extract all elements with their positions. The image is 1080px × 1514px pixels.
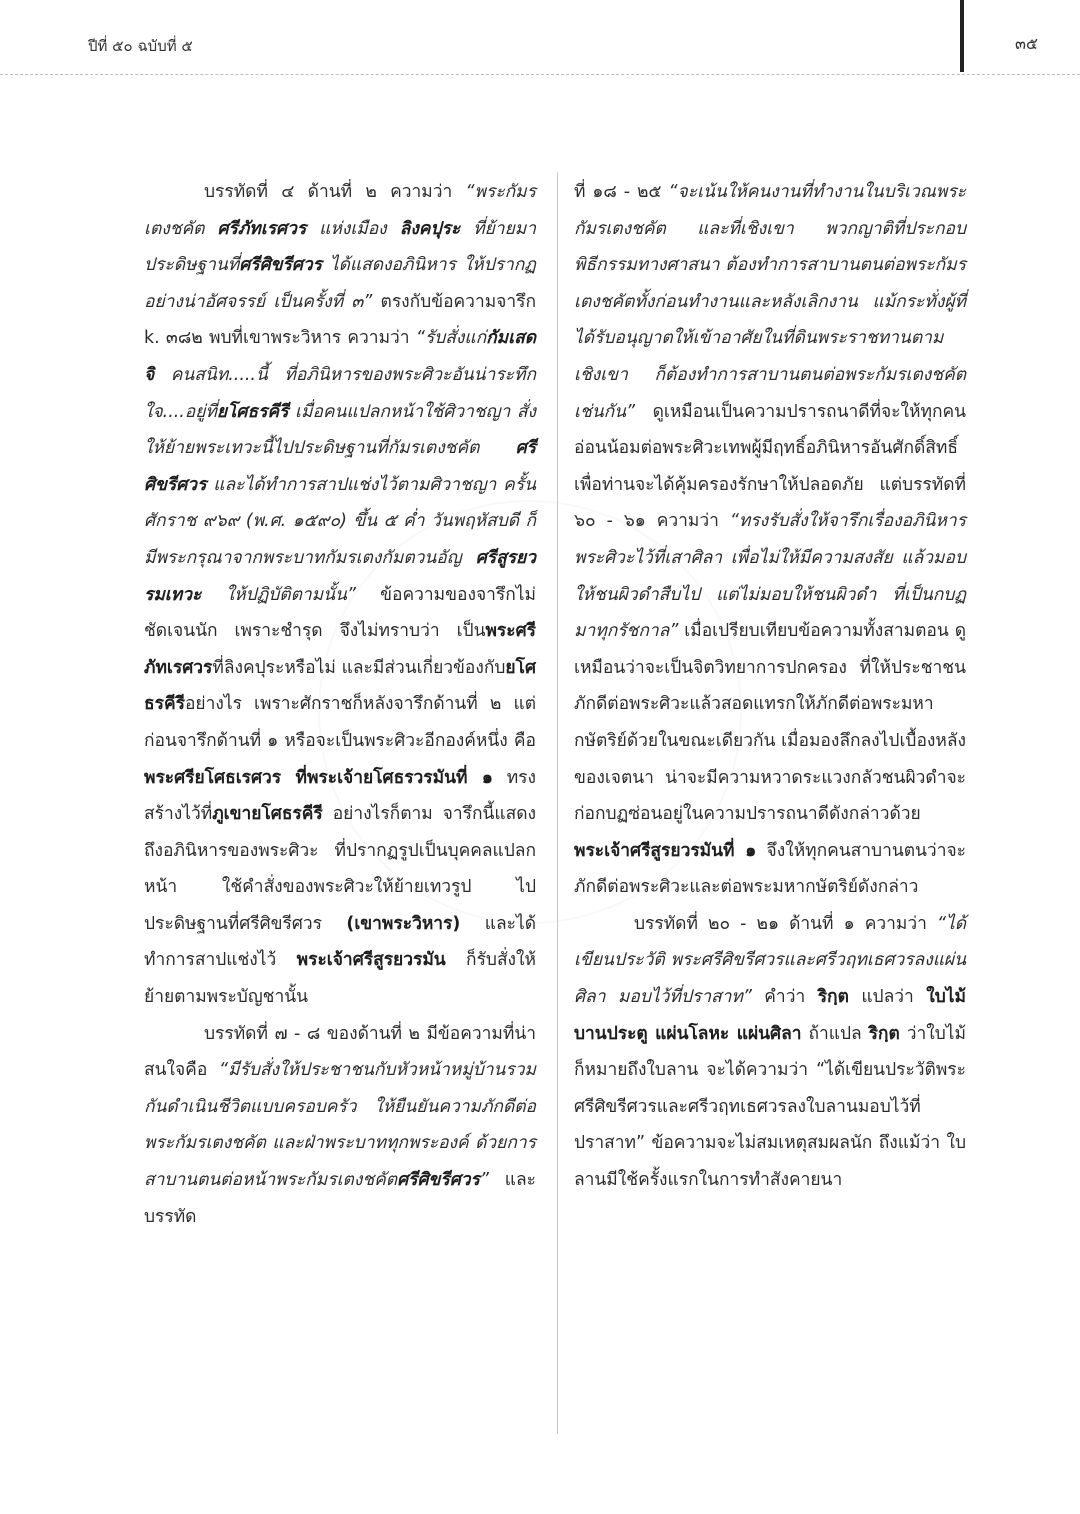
header-divider-vertical	[960, 0, 964, 72]
text-run: อย่างไร เพราะศักราชก็หลังจารึกด้านที่ ๒ แต่ก่อนจารึกด้านที่ ๑ หรือจะเป็นพระศิวะอีกองค์หนึ่ง คือ	[144, 694, 536, 751]
column-divider	[557, 172, 558, 1434]
text-run: ทรงสร้างไว้ที่	[144, 767, 536, 825]
text-run: ศรีภัทเรศวร	[217, 218, 307, 239]
text-run: ให้ปฏิบัติตามนั้น”	[201, 584, 356, 605]
text-run: ที่ ๑๘ - ๒๕	[574, 182, 669, 202]
text-run: “พระกัมรเตงชคัต	[144, 182, 536, 239]
text-run: และได้ทำการสาปแช่งไว้	[144, 913, 536, 971]
text-run: ตรงกับข้อความจารึก k. ๓๘๒ พบที่เขาพระวิหาร ความว่า	[144, 291, 537, 349]
text-run: ใบไม้ บานประตู แผ่นโลหะ แผ่นศิลา	[574, 987, 966, 1044]
text-run: “ได้เขียนประวัติ พระศรีศิขรีศวรและศรีวฤทเธศวรลงแผ่นศิลา มอบไว้ที่ปราสาท”	[574, 913, 966, 1008]
paragraph	[574, 906, 966, 1199]
text-run: ที่ย้ายมาประดิษฐานที่	[144, 218, 536, 276]
left-column	[144, 174, 536, 1235]
header-dashed-rule	[0, 74, 1080, 75]
text-run: ยโศธรคีรี	[144, 657, 536, 715]
text-run: ศรีศิขรีศวร	[239, 255, 322, 276]
text-run: “ทรงรับสั่งให้จารึกเรื่องอภินิหารพระศิวะไว้ที่เสาศิลา เพื่อไม่ให้มีความสงสัย แล้วมอบให้ชนผิวดำสืบไป แต่ไม่มอบให้ชนผิวดำ ที่เป็นกบฏมาทุกรัชกาล”	[574, 511, 966, 642]
text-run: ริกฺต	[817, 987, 849, 1008]
text-run: ดูเหมือนเป็นความปรารถนาดีที่จะให้ทุกคนอ่อนน้อมต่อพระศิวะเทพผู้มีฤทธิ์อภินิหารอันศักดิ์สิทธิ์ เพื่อท่านจะได้คุ้มครองรักษาให้ปลอดภัย แต่บรรทัดที่ ๖๐ - ๖๑ ความว่า	[574, 401, 966, 532]
text-run: ”	[479, 1170, 489, 1191]
text-run: คนสนิท.....นี้ ที่อภินิหารของพระศิวะอันน่าระทึกใจ....อยู่ที่	[144, 364, 536, 422]
text-run: ยโศธรคีรี	[216, 401, 289, 422]
text-run: จึงให้ทุกคนสาบานตนว่าจะภักดีต่อพระศิวะและต่อพระมหากษัตริย์ดังกล่าว	[574, 840, 966, 898]
text-run: เมื่อคนแปลกหน้าใช้ศิวาชญา สั่งให้ย้ายพระเทวะนี้ไปประดิษฐานที่กัมรเตงชคัต	[144, 401, 536, 459]
text-run: เมื่อเปรียบเทียบข้อความทั้งสามตอน ดูเหมือนว่าจะเป็นจิตวิทยาการปกครอง ที่ให้ประชาชนภักดีต่อพระศิวะแล้วสอดแทรกให้ภักดีต่อพระมหากษัตริย์ด้วยในขณะเดียวกัน เมื่อมองลึกลงไปเบื้องหลังของเจตนา น่าจะมีความหวาดระแวงกลัวชนผิวดำจะก่อกบฏซ่อนอยู่ในความปรารถนาดีดังกล่าวด้วย	[574, 621, 966, 825]
text-run: “จะเน้นให้คนงานที่ทำงานในบริเวณพระกัมรเตงชคัต และที่เชิงเขา พวกญาติที่ประกอบพิธีกรรมทางศาสนา ต้องทำการสาบานตนต่อพระกัมรเตงชคัตทั้งก่อนทำงานและหลังเลิกงาน แม้กระทั่งผู้ที่ได้รับอนุญาตให้เข้าอาศัยในที่ดินพระราชทานตามเชิงเขา ก็ต้องทำการสาบานตนต่อพระกัมรเตงชคัตเช่นกัน”	[574, 182, 966, 422]
text-run: และได้ทำการสาปแช่งไว้ตามศิวาชญา ครั้นศักราช ๙๖๙ (พ.ศ. ๑๕๙๐) ขึ้น ๕ ค่ำ วันพฤหัสบดี ก็มีพระกรุณาจากพระบาทกัมรเตงกัมตวนอัญ	[144, 474, 536, 568]
paragraph	[574, 174, 966, 906]
page-number: ๓๕	[1014, 34, 1038, 53]
text-run: และบรรทัด	[144, 1170, 536, 1227]
running-header-issue: ปีที่ ๕๐ ฉบับที่ ๕	[88, 37, 193, 55]
text-run: “มีรับสั่งให้ประชาชนกับหัวหน้าหมู่บ้านรวมกันดำเนินชีวิตแบบครอบครัว ให้ยืนยันความภักดีต่อพระกัมรเตงชคัต และฝ่าพระบาททุกพระองค์ ด้วยการสาบานตนต่อหน้าพระกัมรเตงชคัต	[144, 1060, 536, 1191]
text-run: อย่างไรก็ตาม จารึกนี้แสดงถึงอภินิหารของพระศิวะ ที่ปรากฏรูปเป็นบุคคลแปลกหน้า ใช้คำสั่งของพระศิวะให้ย้ายเทวรูป ไปประดิษฐานที่ศรีศิขรีศวร	[144, 804, 536, 934]
text-run: ที่ลิงคปุระหรือไม่ และมีส่วนเกี่ยวข้องกับ	[212, 657, 506, 678]
text-run: พระเจ้าศรีสูรยวรมันที่ ๑	[574, 840, 757, 861]
text-run: ศรีศิขรีศวร	[144, 438, 536, 495]
text-run: พระศรีภัทเรศวร	[144, 621, 536, 678]
text-run: ว่าใบไม้ ก็หมายถึงใบลาน จะได้ความว่า “ได้เขียนประวัติพระศรีศิขรีศวรและศรีวฤทเธศวรลงใบลานมอบไว้ที่ปราสาท” ข้อความจะไม่สมเหตุสมผลนัก ถึงแม้ว่า ใบลานมีใช้ครั้งแรกในการทำสังคายนา	[574, 1023, 966, 1191]
paragraph	[144, 174, 536, 1016]
text-run: ภูเขายโศธรคีรี	[212, 804, 323, 825]
text-run: แปลว่า	[848, 987, 927, 1008]
text-run: ศรีสูรยวรมเทวะ	[144, 547, 536, 605]
right-column	[574, 174, 966, 1199]
text-run: คำว่า	[751, 987, 818, 1008]
text-run: ข้อความของจารึกไม่ชัดเจนนัก เพราะชำรุด จึงไม่ทราบว่า เป็น	[144, 584, 536, 642]
text-run: ถ้าแปล	[801, 1023, 869, 1044]
text-run: ก็รับสั่งให้ย้ายตามพระบัญชานั้น	[144, 950, 537, 1008]
text-run: ริกฺต	[868, 1023, 900, 1044]
text-run: บรรทัดที่ ๒๐ - ๒๑ ด้านที่ ๑ ความว่า	[634, 913, 937, 934]
text-run: พระเจ้าศรีสูรยวรมัน	[296, 950, 446, 971]
text-run: แห่งเมือง	[306, 218, 400, 239]
text-run: ได้แสดงอภินิหาร ให้ปรากฏอย่างน่าอัศจรรย์ เป็นครั้งที่ ๓”	[144, 255, 536, 312]
text-run: ศรีศิขรีศวร	[397, 1170, 480, 1191]
text-run: (เขาพระวิหาร)	[346, 913, 461, 934]
text-run: “รับสั่งแก่	[415, 328, 487, 349]
text-run: บรรทัดที่ ๗ - ๘ ของด้านที่ ๒ มีข้อความที่น่าสนใจคือ	[144, 1023, 536, 1081]
text-run: กัมเสดจิ	[144, 328, 536, 385]
text-run: ลิงคปุระ	[399, 218, 461, 239]
text-run: พระศรียโศธเรศวร ที่พระเจ้ายโศธรวรมันที่ ๑	[144, 767, 493, 788]
paragraph	[144, 1016, 536, 1236]
text-run: บรรทัดที่ ๔ ด้านที่ ๒ ความว่า	[204, 182, 466, 202]
